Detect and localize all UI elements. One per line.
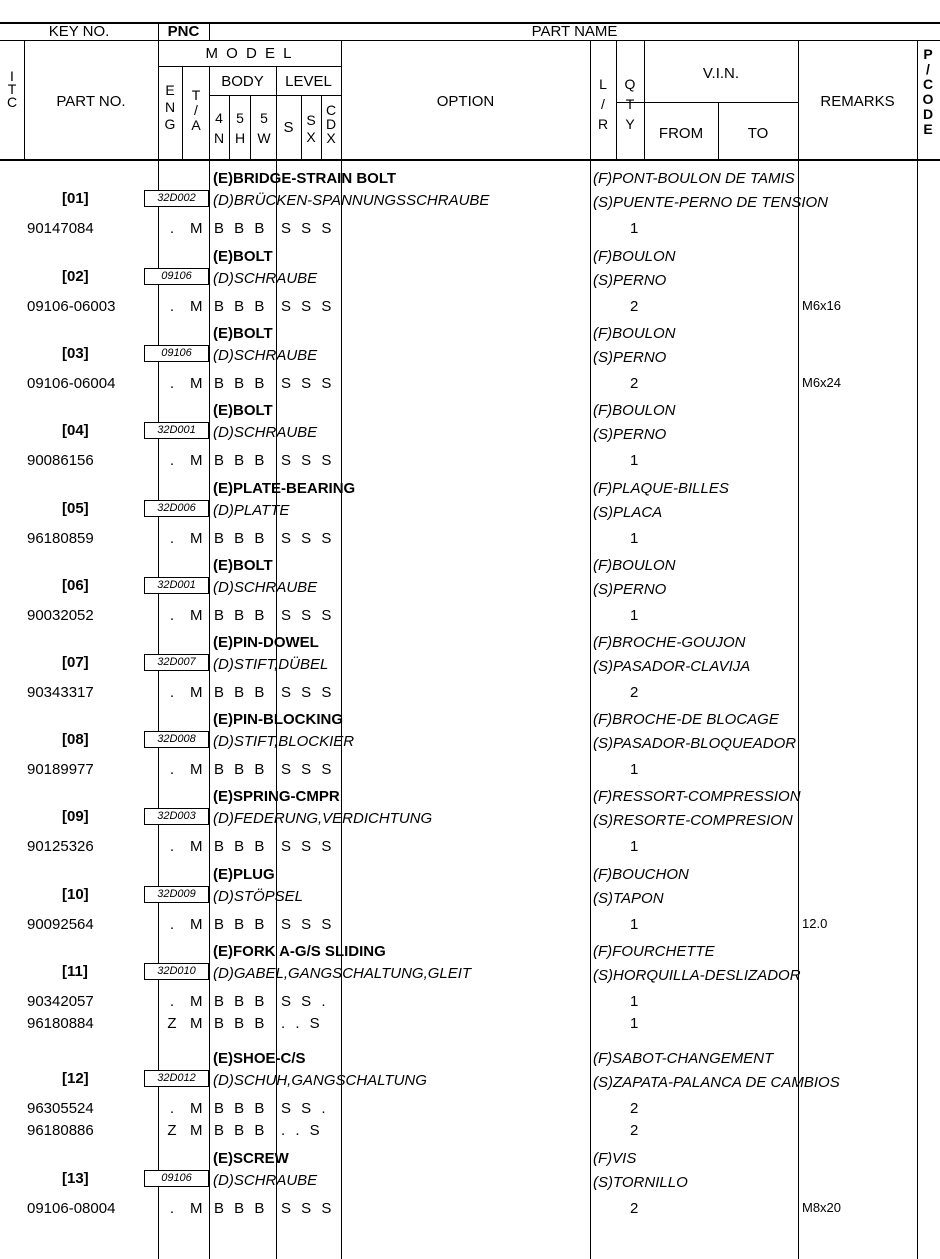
- quantity: 2: [630, 684, 639, 701]
- eng-code: .: [169, 838, 175, 855]
- part-number: 90086156: [27, 452, 94, 469]
- part-name-german: (D)SCHRAUBE: [213, 1172, 318, 1189]
- quantity: 1: [630, 916, 639, 933]
- part-name-spanish: (S)PERNO: [593, 349, 667, 366]
- body-codes: B B B: [214, 298, 266, 315]
- part-number: 96180886: [27, 1122, 94, 1139]
- part-name-german: (D)GABEL,GANGSCHALTUNG,GLEIT: [213, 965, 472, 982]
- eng-header: E N G: [164, 82, 176, 132]
- eng-code: .: [169, 1100, 175, 1117]
- body-codes: B B B: [214, 452, 266, 469]
- quantity: 2: [630, 1122, 639, 1139]
- eng-code: Z: [167, 1122, 177, 1139]
- itc-header: I T C: [6, 68, 18, 110]
- ta-code: M: [190, 1200, 203, 1217]
- level-codes: S S .: [281, 993, 328, 1010]
- part-name-french: (F)SABOT-CHANGEMENT: [593, 1050, 774, 1067]
- quantity: 2: [630, 1200, 639, 1217]
- body-codes: B B B: [214, 375, 266, 392]
- remarks-header: REMARKS: [820, 93, 895, 110]
- part-name-english: (E)BOLT: [213, 248, 273, 265]
- key-number: [11]: [62, 963, 88, 980]
- part-name-spanish: (S)TORNILLO: [593, 1174, 688, 1191]
- eng-code: .: [169, 298, 175, 315]
- part-name-french: (F)VIS: [593, 1150, 637, 1167]
- part-name-spanish: (S)RESORTE-COMPRESION: [593, 812, 793, 829]
- level-header: LEVEL: [285, 73, 332, 90]
- level-sx-header: S X: [306, 112, 316, 145]
- lr-header: L / R: [597, 76, 609, 132]
- part-name-english: (E)BOLT: [213, 557, 273, 574]
- level-codes: S S S: [281, 838, 333, 855]
- part-number: 90032052: [27, 607, 94, 624]
- part-name-spanish: (S)PASADOR-CLAVIJA: [593, 658, 751, 675]
- part-name-german: (D)STIFT,DÜBEL: [213, 656, 329, 673]
- eng-code: Z: [167, 1015, 177, 1032]
- part-name-spanish: (S)HORQUILLA-DESLIZADOR: [593, 967, 801, 984]
- part-number: 90343317: [27, 684, 94, 701]
- body-5h-header: 5 H: [234, 110, 246, 146]
- level-codes: S S S: [281, 761, 333, 778]
- body-codes: B B B: [214, 838, 266, 855]
- key-number: [05]: [62, 500, 89, 517]
- part-name-english: (E)PLATE-BEARING: [213, 480, 356, 497]
- key-number: [09]: [62, 808, 89, 825]
- body-codes: B B B: [214, 607, 266, 624]
- key-no-header: KEY NO.: [48, 23, 110, 40]
- ta-header: T / A: [191, 87, 201, 133]
- key-number: [08]: [62, 731, 89, 748]
- ta-code: M: [190, 838, 203, 855]
- body-codes: B B B: [214, 1200, 266, 1217]
- ta-code: M: [190, 1100, 203, 1117]
- part-name-english: (E)BOLT: [213, 325, 273, 342]
- key-number: [06]: [62, 577, 89, 594]
- ta-code: M: [190, 684, 203, 701]
- level-codes: S S S: [281, 916, 333, 933]
- part-name-spanish: (S)PUENTE-PERNO DE TENSION: [593, 194, 829, 211]
- key-number: [02]: [62, 268, 89, 285]
- part-name-german: (D)FEDERUNG,VERDICHTUNG: [213, 810, 433, 827]
- pnc-code: 32D009: [144, 886, 209, 903]
- qty-header: Q T Y: [624, 76, 636, 132]
- ta-code: M: [190, 1015, 203, 1032]
- part-name-english: (E)SCREW: [213, 1150, 289, 1167]
- part-name-english: (E)PIN-BLOCKING: [213, 711, 343, 728]
- ta-code: M: [190, 761, 203, 778]
- part-name-english: (E)SPRING-CMPR: [213, 788, 340, 805]
- level-codes: . . S: [281, 1122, 322, 1139]
- part-number: 90147084: [27, 220, 94, 237]
- part-name-french: (F)FOURCHETTE: [593, 943, 715, 960]
- vin-header: V.I.N.: [702, 65, 740, 82]
- part-name-spanish: (S)PERNO: [593, 426, 667, 443]
- body-5w-header: 5 W: [257, 110, 271, 146]
- pnc-code: 32D012: [144, 1070, 209, 1087]
- part-no-header: PART NO.: [56, 93, 126, 110]
- eng-code: .: [169, 220, 175, 237]
- pnc-code: 09106: [144, 268, 209, 285]
- quantity: 1: [630, 1015, 639, 1032]
- eng-code: .: [169, 761, 175, 778]
- part-name-english: (E)FORK A-G/S SLIDING: [213, 943, 386, 960]
- level-s-header: S: [283, 119, 294, 136]
- part-name-french: (F)RESSORT-COMPRESSION: [593, 788, 801, 805]
- part-name-french: (F)BOULON: [593, 557, 676, 574]
- key-number: [03]: [62, 345, 89, 362]
- body-codes: B B B: [214, 1100, 266, 1117]
- level-codes: S S S: [281, 220, 333, 237]
- key-number: [04]: [62, 422, 89, 439]
- quantity: 1: [630, 761, 639, 778]
- part-name-english: (E)BOLT: [213, 402, 273, 419]
- quantity: 1: [630, 993, 639, 1010]
- body-codes: B B B: [214, 761, 266, 778]
- ta-code: M: [190, 530, 203, 547]
- eng-code: .: [169, 993, 175, 1010]
- part-number: 96180884: [27, 1015, 94, 1032]
- part-name-german: (D)SCHRAUBE: [213, 424, 318, 441]
- part-name-english: (E)PIN-DOWEL: [213, 634, 319, 651]
- model-header: M O D E L: [205, 45, 294, 62]
- level-cdx-header: C D X: [325, 102, 337, 146]
- part-name-french: (F)PLAQUE-BILLES: [593, 480, 729, 497]
- part-name-german: (D)STÖPSEL: [213, 888, 304, 905]
- remarks: M6x24: [802, 375, 842, 390]
- part-number: 90342057: [27, 993, 94, 1010]
- eng-code: .: [169, 916, 175, 933]
- eng-code: .: [169, 1200, 175, 1217]
- part-number: 90189977: [27, 761, 94, 778]
- body-codes: B B B: [214, 993, 266, 1010]
- part-name-german: (D)SCHUH,GANGSCHALTUNG: [213, 1072, 427, 1089]
- part-name-english: (E)PLUG: [213, 866, 275, 883]
- part-name-spanish: (S)PASADOR-BLOQUEADOR: [593, 735, 797, 752]
- part-name-german: (D)STIFT,BLOCKIER: [213, 733, 355, 750]
- part-name-german: (D)PLATTE: [213, 502, 290, 519]
- part-name-french: (F)BOULON: [593, 402, 676, 419]
- quantity: 1: [630, 607, 639, 624]
- level-codes: S S S: [281, 530, 333, 547]
- part-name-french: (F)PONT-BOULON DE TAMIS: [593, 170, 795, 187]
- part-number: 90125326: [27, 838, 94, 855]
- part-number: 09106-06003: [27, 298, 116, 315]
- ta-code: M: [190, 298, 203, 315]
- pnc-code: 32D003: [144, 808, 209, 825]
- part-name-french: (F)BROCHE-GOUJON: [593, 634, 746, 651]
- key-number: [10]: [62, 886, 89, 903]
- part-number: 96180859: [27, 530, 94, 547]
- pnc-code: 32D002: [144, 190, 209, 207]
- quantity: 2: [630, 375, 639, 392]
- pnc-code: 32D010: [144, 963, 209, 980]
- ta-code: M: [190, 220, 203, 237]
- body-codes: B B B: [214, 916, 266, 933]
- part-number: 90092564: [27, 916, 94, 933]
- quantity: 1: [630, 530, 639, 547]
- pnc-code: 09106: [144, 345, 209, 362]
- part-name-spanish: (S)ZAPATA-PALANCA DE CAMBIOS: [593, 1074, 840, 1091]
- body-header: BODY: [221, 73, 264, 90]
- part-name-german: (D)SCHRAUBE: [213, 270, 318, 287]
- eng-code: .: [169, 607, 175, 624]
- part-name-spanish: (S)PERNO: [593, 272, 667, 289]
- ta-code: M: [190, 1122, 203, 1139]
- remarks: M8x20: [802, 1200, 842, 1215]
- quantity: 1: [630, 220, 639, 237]
- eng-code: .: [169, 452, 175, 469]
- ta-code: M: [190, 993, 203, 1010]
- part-name-header: PART NAME: [531, 23, 618, 40]
- key-number: [07]: [62, 654, 89, 671]
- pnc-code: 32D008: [144, 731, 209, 748]
- quantity: 2: [630, 298, 639, 315]
- part-number: 09106-06004: [27, 375, 116, 392]
- pnc-header: PNC: [167, 23, 200, 40]
- pnc-code: 32D006: [144, 500, 209, 517]
- eng-code: .: [169, 530, 175, 547]
- eng-code: .: [169, 375, 175, 392]
- pcode-header: P / C O D E: [922, 46, 934, 137]
- pnc-code: 32D001: [144, 577, 209, 594]
- key-number: [12]: [62, 1070, 89, 1087]
- ta-code: M: [190, 607, 203, 624]
- part-name-french: (F)BOUCHON: [593, 866, 689, 883]
- part-number: 09106-08004: [27, 1200, 116, 1217]
- level-codes: S S S: [281, 684, 333, 701]
- ta-code: M: [190, 375, 203, 392]
- pnc-code: 09106: [144, 1170, 209, 1187]
- vin-to-header: TO: [747, 125, 769, 142]
- part-name-french: (F)BROCHE-DE BLOCAGE: [593, 711, 779, 728]
- part-name-english: (E)SHOE-C/S: [213, 1050, 306, 1067]
- vin-from-header: FROM: [658, 125, 704, 142]
- pnc-code: 32D001: [144, 422, 209, 439]
- level-codes: . . S: [281, 1015, 322, 1032]
- part-name-english: (E)BRIDGE-STRAIN BOLT: [213, 170, 397, 187]
- part-name-french: (F)BOULON: [593, 248, 676, 265]
- quantity: 1: [630, 452, 639, 469]
- ta-code: M: [190, 916, 203, 933]
- level-codes: S S S: [281, 607, 333, 624]
- part-name-spanish: (S)PERNO: [593, 581, 667, 598]
- part-name-german: (D)SCHRAUBE: [213, 579, 318, 596]
- part-name-french: (F)BOULON: [593, 325, 676, 342]
- remarks: M6x16: [802, 298, 842, 313]
- level-codes: S S S: [281, 375, 333, 392]
- remarks: 12.0: [802, 916, 828, 931]
- key-number: [01]: [62, 190, 89, 207]
- quantity: 2: [630, 1100, 639, 1117]
- eng-code: .: [169, 684, 175, 701]
- body-codes: B B B: [214, 220, 266, 237]
- part-name-spanish: (S)TAPON: [593, 890, 664, 907]
- option-header: OPTION: [436, 93, 495, 110]
- body-codes: B B B: [214, 684, 266, 701]
- part-name-german: (D)SCHRAUBE: [213, 347, 318, 364]
- level-codes: S S S: [281, 1200, 333, 1217]
- quantity: 1: [630, 838, 639, 855]
- part-number: 96305524: [27, 1100, 94, 1117]
- level-codes: S S S: [281, 298, 333, 315]
- part-name-german: (D)BRÜCKEN-SPANNUNGSSCHRAUBE: [213, 192, 490, 209]
- body-codes: B B B: [214, 1122, 266, 1139]
- level-codes: S S .: [281, 1100, 328, 1117]
- body-4n-header: 4 N: [213, 110, 225, 146]
- ta-code: M: [190, 452, 203, 469]
- key-number: [13]: [62, 1170, 89, 1187]
- body-codes: B B B: [214, 530, 266, 547]
- level-codes: S S S: [281, 452, 333, 469]
- pnc-code: 32D007: [144, 654, 209, 671]
- body-codes: B B B: [214, 1015, 266, 1032]
- part-name-spanish: (S)PLACA: [593, 504, 663, 521]
